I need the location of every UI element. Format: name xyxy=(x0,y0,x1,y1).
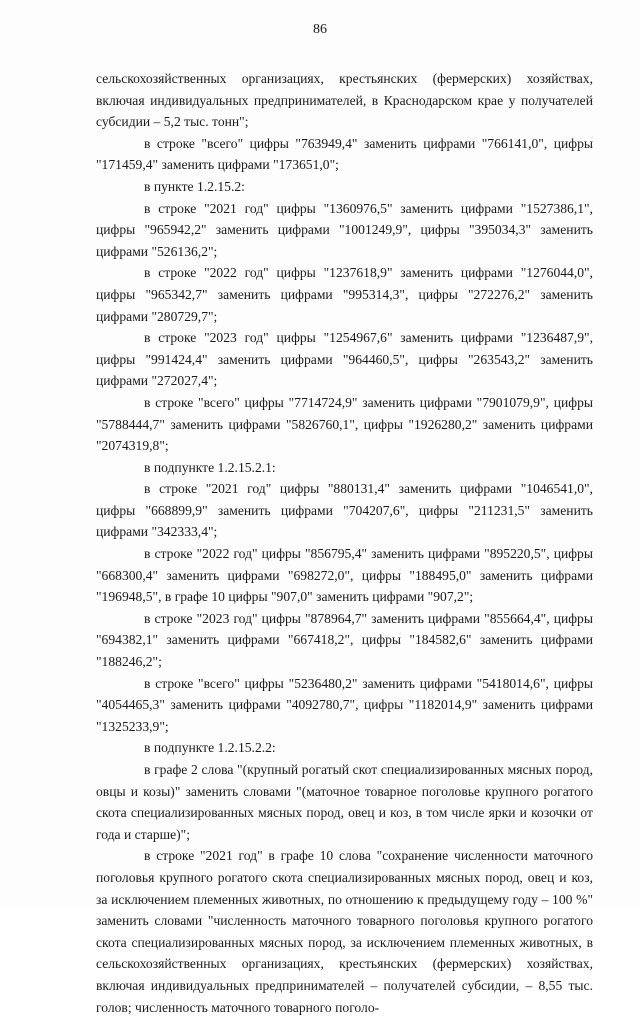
paragraph: в подпункте 1.2.15.2.1: xyxy=(144,459,276,475)
paragraph: в подпункте 1.2.15.2.2: xyxy=(144,740,276,756)
paragraph: сельскохозяйственных организациях, крестьянских (фермерских) хозяйствах, включая индивидуальных предпринимателей, в Краснодарском крае у получателей субсидии – 5,2 тыс. тонн"; xyxy=(96,71,593,130)
paragraph: в пункте 1.2.15.2: xyxy=(144,178,245,194)
paragraph: в строке "2023 год" цифры "878964,7" заменить цифрами "855664,4", цифры "694382,1" заменить цифрами "667418,2", цифры "184582,6" заменить цифрами "188246,2"; xyxy=(96,610,593,670)
page-number: 86 xyxy=(313,22,327,37)
paragraph: в строке "всего" цифры "7714724,9" заменить цифрами "7901079,9", цифры "5788444,7" заменить цифрами "5826760,1", цифры "1926280,2" заменить цифрами "2074319,8"; xyxy=(96,394,593,454)
paragraph: в строке "всего" цифры "763949,4" заменить цифрами "766141,0", цифры "171459,4" заменить цифрами "173651,0"; xyxy=(96,135,593,173)
paragraph: в строке "всего" цифры "5236480,2" заменить цифрами "5418014,6", цифры "4054465,3" заменить цифрами "4092780,7", цифры "1182014,9" заменить цифрами "1325233,9"; xyxy=(96,675,593,734)
paragraph: в графе 2 слова "(крупный рогатый скот специализированных мясных пород, овцы и козы)" заменить словами "(маточное товарное поголовье крупного рогатого скота специализированных мясных пород, овец и коз, в том числе ярки и козочки от года и старше)"; xyxy=(96,762,593,842)
paragraph: в строке "2022 год" цифры "1237618,9" заменить цифрами "1276044,0", цифры "965342,7" заменить цифрами "995314,3", цифры "272276,2" заменить цифрами "280729,7"; xyxy=(96,265,593,324)
document-body xyxy=(96,68,593,1018)
paragraph: в строке "2021 год" цифры "1360976,5" заменить цифрами "1527386,1", цифры "965942,2" заменить цифрами "1001249,9", цифры "395034,3" заменить цифрами "526136,2"; xyxy=(96,200,593,259)
paragraph: в строке "2022 год" цифры "856795,4" заменить цифрами "895220,5", цифры "668300,4" заменить цифрами "698272,0", цифры "188495,0" заменить цифрами "196948,5", в графе 10 цифры "907,0" заменить цифрами "907,2"; xyxy=(96,546,593,605)
paragraph: в строке "2021 год" в графе 10 слова "сохранение численности маточного поголовья крупного рогатого скота специализированных мясных пород, овец и коз, за исключением племенных животных, по отношению к предыдущему году – 100 %" заменить словами "численность маточного товарного поголовья крупного рогатого скота специализированных мясных пород, за исключением племенных животных, в сельскохозяйственных организациях, крестьянских (фермерских) хозяйствах, включая индивидуальных предпринимателей – получателей субсидии, – 8,55 тыс. голов; численность маточного товарного поголо- xyxy=(96,848,593,1015)
paragraph: в строке "2021 год" цифры "880131,4" заменить цифрами "1046541,0", цифры "668899,9" заменить цифрами "704207,6", цифры "211231,5" заменить цифрами "342333,4"; xyxy=(96,481,593,540)
paragraph: в строке "2023 год" цифры "1254967,6" заменить цифрами "1236487,9", цифры "991424,4" заменить цифрами "964460,5", цифры "263543,2" заменить цифрами "272027,4"; xyxy=(96,330,593,389)
